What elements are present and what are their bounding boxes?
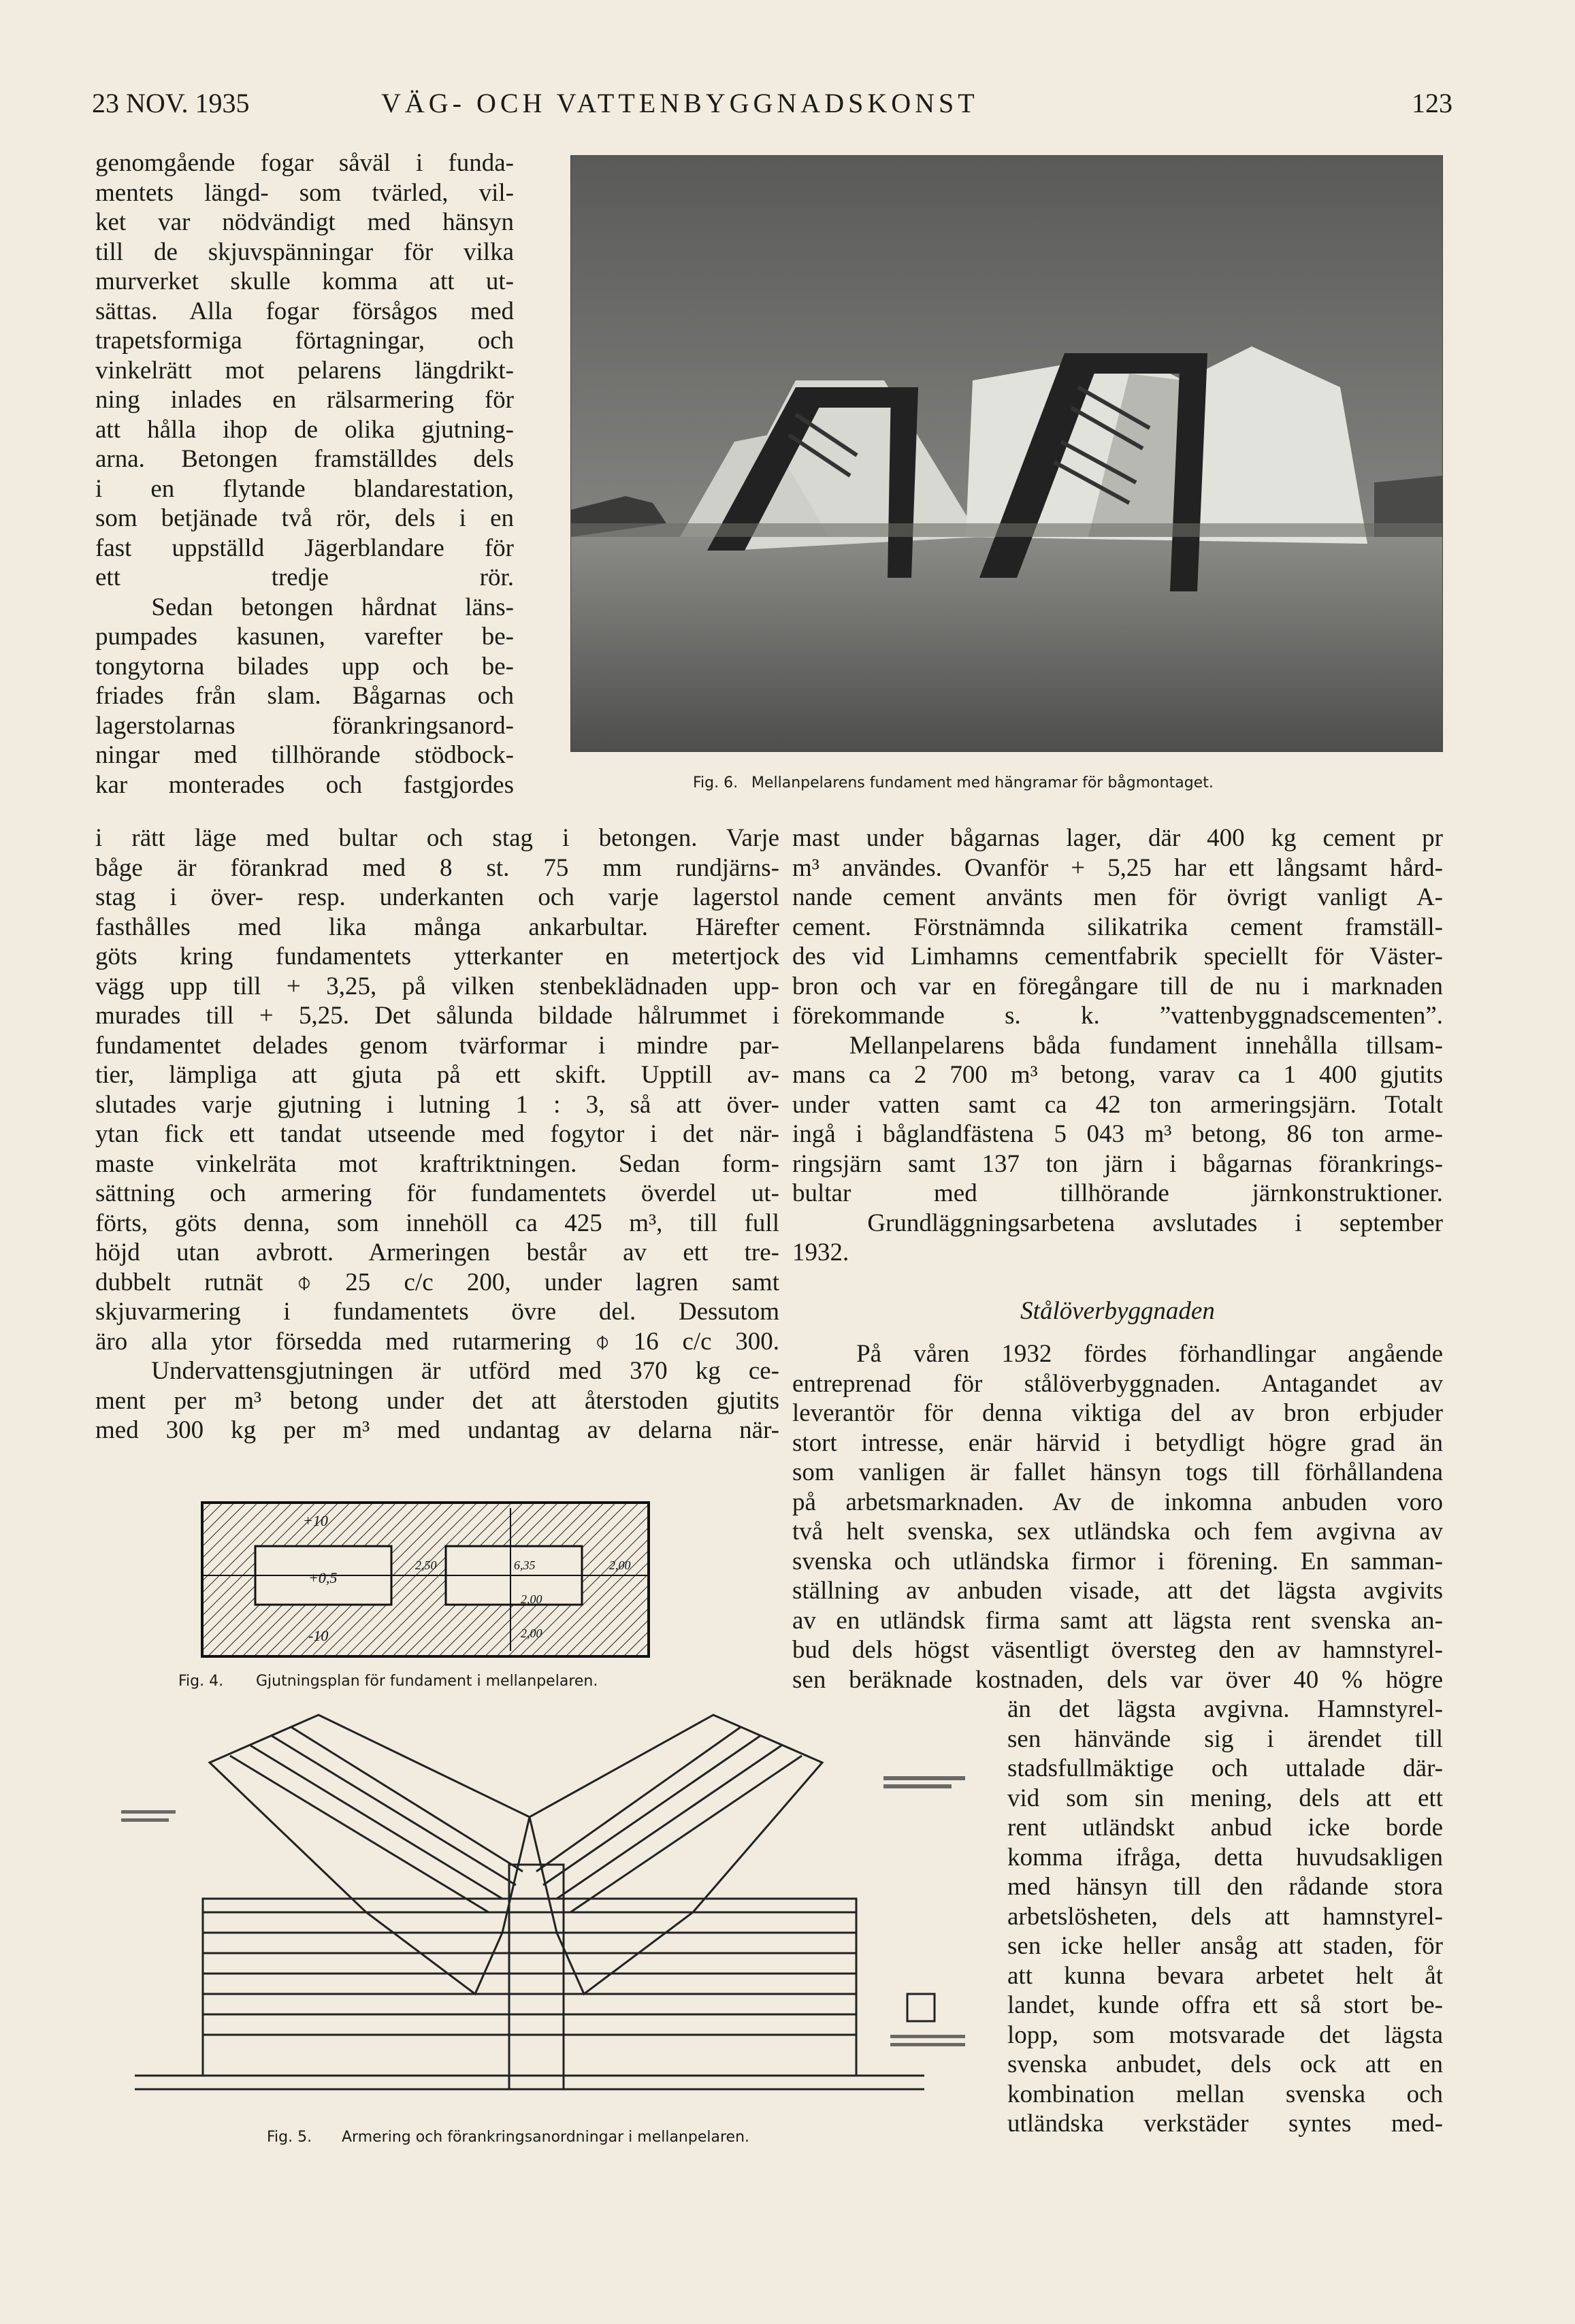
page-number: 123 — [1412, 88, 1452, 118]
fig4-label-6: 2,00 — [609, 1558, 631, 1572]
fig4-label-7: 2,00 — [521, 1592, 542, 1606]
figure-6-number: Fig. 6. — [693, 774, 738, 791]
right-column-narrow-text: än det lägsta avgivna. Hamnstyrel- sen hänvände sig i ärendet till stadsfullmäktige och uttalade där- vid som sin mening, dels att ett rent utländskt anbud icke borde komma ifråga, detta huvudsakligen med hänsyn till den rådande stora arbetslösheten, dels att hamnstyrel- sen icke heller ansåg att staden, för att kunna bevara arbetet helt åt landet, kunde offra ett så stort be- lopp, som motsvarade det lägsta svenska anbudet, dels ock att en kombination mellan svenska och utländska verkstäder syntes med- — [1007, 1695, 1443, 2138]
fig4-label-5: 6,35 — [514, 1558, 536, 1572]
figure-6-photo — [570, 155, 1443, 752]
figure-4-caption: Gjutningsplan för fundament i mellanpelaren. — [256, 1673, 598, 1690]
left-column-upper-text: genomgående fogar såväl i funda- mentets längd- som tvärled, vil- ket var nödvändigt med hänsyn till de skjuvspänningar för vilka murverket skulle komma att ut- sättas. Alla fogar försågos med trapetsformiga förtagningar, och vinkelrätt mot pelarens längdrikt- ning inlades en rälsarmering för att hålla ihop de olika gjutning- arna. Betongen framställdes dels i en flytande blandarestation, som betjänade två rör, dels i en fast uppställd Jägerblandare för ett tredje rör. Sedan betongen hårdnat läns- pumpades kasunen, varefter be- tongytorna bilades upp och be- friades från slam. Bågarnas och lagerstolarnas förankringsanord- ningar med tillhörande stödbock- kar monterades och fastgjordes — [95, 149, 514, 799]
header-date: 23 NOV. 1935 — [92, 88, 250, 118]
fig4-label-2: +0,5 — [308, 1569, 338, 1586]
fig4-label-1: +10 — [303, 1512, 328, 1529]
figure-5-caption: Armering och förankringsanordningar i mellanpelaren. — [342, 2129, 750, 2146]
fig4-label-8: 2,00 — [521, 1626, 542, 1640]
running-title: VÄG- OCH VATTENBYGGNADSKONST — [381, 88, 979, 118]
right-column-middle-text: På våren 1932 fördes förhandlingar angående entreprenad för stålöverbyggnaden. Antagandet av leverantör för denna viktiga del av bron erbjuder stort intresse, enär härvid i betydligt högre grad än som vanligen är fallet hänsyn togs till förhållandena på arbetsmarknaden. Av de inkomna anbuden voro två helt svenska, sex utländska och fem avgivna av svenska och utländska firmor i förening. En samman- ställning av anbuden visade, att det lägsta avgivits av en utländsk firma samt att lägsta rent svenska an- bud dels högst väsentligt översteg den av hamnstyrel- sen beräknade kostnaden, dels var över 40 % högre — [792, 1340, 1443, 1694]
right-column-upper-text: mast under bågarnas lager, där 400 kg cement pr m³ användes. Ovanför + 5,25 har ett långsamt hård- nande cement använts men för övrigt vanligt A- cement. Förstnämnda silikatrika cement framställ- des vid Limhamns cementfabrik speciellt för Väster- bron och var en föregångare till de nu i marknaden förekommande s. k. ”vattenbyggnadscementen”. Mellanpelarens båda fundament innehålla tillsam- mans ca 2 700 m³ betong, varav ca 1 400 gjutits under vatten samt ca 42 ton armeringsjärn. Totalt ingå i båglandfästena 5 043 m³ betong, 86 ton arme- ringsjärn samt 137 ton järn i bågarnas förankrings- bultar med tillhörande järnkonstruktioner. Grundläggningsarbetena avslutades i september 1932. — [792, 824, 1443, 1266]
left-column-lower-text: i rätt läge med bultar och stag i betongen. Varje båge är förankrad med 8 st. 75 mm rundjärns- stag i över- resp. underkanten och varje lagerstol fasthålles med lika många ankarbultar. Härefter göts kring fundamentets ytterkanter en metertjock vägg upp till + 3,25, på vilken stenbeklädnaden upp- murades till + 5,25. Det sålunda bildade hålrummet i fundamentet delades genom tvärformar i mindre par- tier, lämpliga att gjuta på ett skift. Upptill av- slutades varje gjutning i lutning 1 : 3, så att över- ytan fick ett tandat utseende med fogytor i det när- maste vinkelräta mot kraftriktningen. Sedan form- sättning och armering för fundamentets överdel ut- förts, göts denna, som innehöll ca 425 m³, till full höjd utan avbrott. Armeringen består av ett tre- dubbelt rutnät ⌽ 25 c/c 200, under lagren samt skjuvarmering i fundamentets övre del. Dessutom äro alla ytor försedda med rutarmering ⌽ 16 c/c 300. Undervattensgjutningen är utförd med 370 kg ce- ment per m³ betong under det att återstoden gjutits med 300 kg per m³ med undantag av delarna när- — [95, 824, 779, 1444]
figure-4-number: Fig. 4. — [178, 1673, 224, 1690]
figure-6-caption: Mellanpelarens fundament med hängramar för bågmontaget. — [751, 774, 1214, 791]
figure-5-number: Fig. 5. — [267, 2129, 312, 2146]
fig4-label-3: -10 — [308, 1627, 329, 1644]
fig4-label-4: 2,50 — [415, 1558, 437, 1572]
figure-4-drawing — [201, 1501, 650, 1658]
section-heading: Stålöverbyggnaden — [1020, 1297, 1215, 1325]
figure-5-drawing — [108, 1708, 1006, 2110]
